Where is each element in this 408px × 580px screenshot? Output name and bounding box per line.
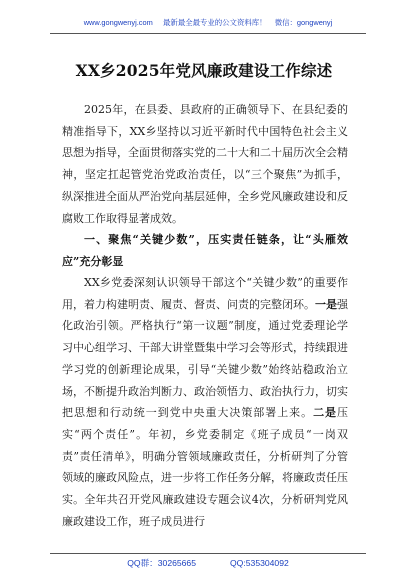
section-1-text-c: 压实“两个责任”。年初，乡党委制定《班子成员“一岗双责”责任清单》，明确分管领域廉政责任，分析研判了分管领域的廉政风险点，进一步将工作任务分解，将廉政责任压实。全年共召开党风廉政建设专题会议4次，分析研判党风廉政建设工作，班子成员进行 [62, 406, 349, 528]
document-title: XX乡2025年党风廉政建设工作综述 [75, 61, 333, 80]
section-1-text-a: XX乡党委深刻认识领导干部这个“关键少数”的重要作用，着力构建明责、履责、督责、问责的完整闭环。 [62, 276, 348, 311]
header-slogan: 最新最全最专业的公文资料库！ [163, 18, 267, 27]
footer-qq-group: QQ群：30265665 [127, 558, 196, 568]
section-1-heading: 一、聚焦“关键少数”，压实责任链条，让“头雁效应”充分彰显 [62, 233, 348, 268]
section-1-text-b: 强化政治引领。严格执行“第一议题”制度，通过党委理论学习中心组学习、干部大讲堂暨集中学习会等形式，持续跟进学习党的创新理论成果，引导“关键少数”始终站稳政治立场，不断提升政治判断力、政治领悟力、政治执行力，切实把思想和行动统一到党中央重大决策部署上来。 [62, 297, 348, 420]
header-divider [50, 33, 366, 34]
section-1-lead-2: 二是 [313, 406, 338, 420]
section-1-lead-1: 一是 [315, 297, 337, 311]
footer-divider [50, 553, 366, 554]
section-1-text [62, 272, 348, 532]
page-header [50, 18, 366, 28]
footer-qq: QQ:535304092 [230, 558, 289, 568]
intro-text: 2025年，在县委、县政府的正确领导下、在县纪委的精准指导下，XX乡坚持以习近平新时代中国特色社会主义思想为指导，全面贯彻落实党的二十大和二十届历次全会精神，坚定扛起管党治党政治责任，以“三个聚焦”为抓手，纵深推进全面从严治党向基层延伸，全乡党风廉政建设和反腐败工作取得显著成效。 [62, 103, 348, 225]
header-wechat: 微信：gongwenyj [274, 18, 333, 27]
section-1-paragraph [62, 272, 348, 532]
intro-paragraph [62, 99, 348, 229]
page-footer [50, 557, 366, 569]
header-website[interactable]: www.gongwenyj.com [83, 18, 153, 27]
